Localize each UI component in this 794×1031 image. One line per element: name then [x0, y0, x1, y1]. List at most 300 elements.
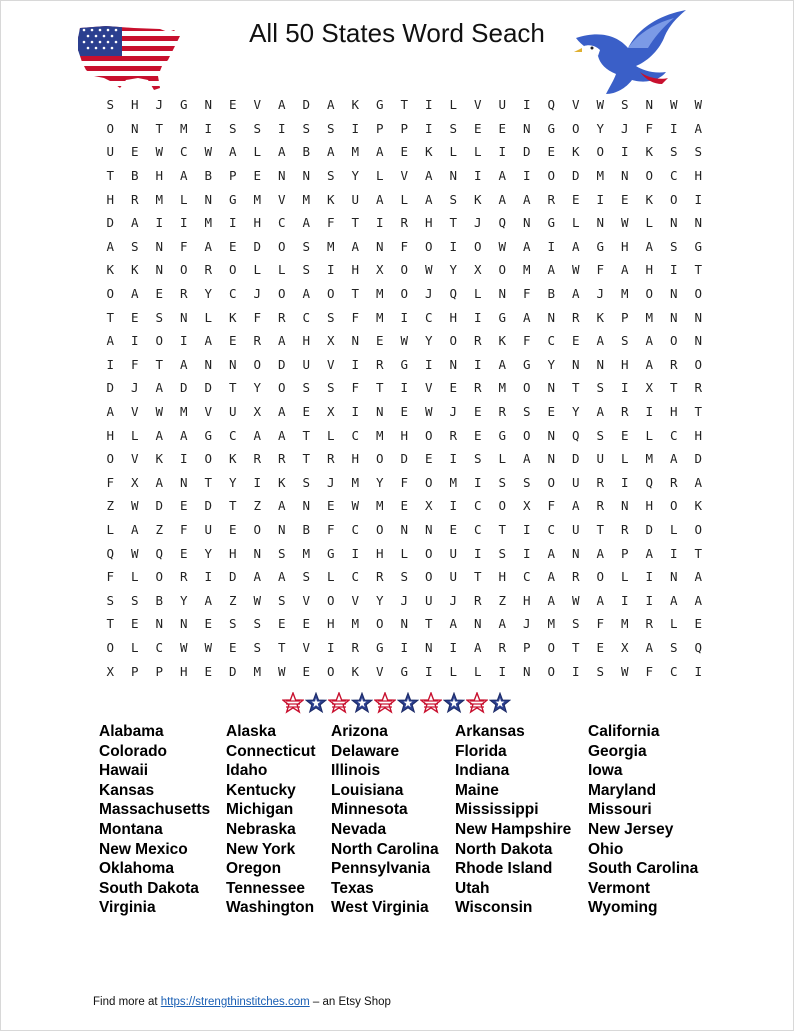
grid-letter: A — [645, 545, 654, 561]
grid-letter: U — [571, 521, 580, 537]
grid-letter: K — [473, 191, 482, 207]
grid-letter: R — [449, 427, 458, 443]
grid-letter: H — [228, 545, 237, 561]
grid-letter: S — [228, 616, 237, 632]
grid-letter: A — [277, 144, 286, 160]
grid-letter: I — [253, 474, 262, 490]
state-word: Georgia — [588, 742, 647, 760]
grid-letter: T — [473, 569, 482, 585]
grid-letter: Q — [645, 474, 654, 490]
grid-letter: R — [620, 404, 629, 420]
grid-letter: R — [498, 404, 507, 420]
grid-letter: S — [694, 144, 703, 160]
grid-letter: D — [228, 663, 237, 679]
grid-letter: L — [253, 262, 262, 278]
grid-letter: F — [179, 238, 188, 254]
grid-letter: O — [645, 286, 654, 302]
grid-letter: N — [547, 380, 556, 396]
grid-letter: E — [302, 663, 311, 679]
grid-letter: M — [375, 286, 384, 302]
word-search-grid — [98, 93, 703, 683]
grid-letter: M — [351, 144, 360, 160]
grid-letter: S — [620, 97, 629, 113]
grid-letter: U — [596, 451, 605, 467]
grid-letter: T — [106, 616, 115, 632]
grid-letter: Y — [179, 592, 188, 608]
grid-letter: N — [179, 616, 188, 632]
grid-letter: A — [106, 404, 115, 420]
grid-letter: O — [596, 569, 605, 585]
grid-letter: H — [620, 238, 629, 254]
grid-letter: C — [351, 427, 360, 443]
grid-letter: I — [424, 356, 433, 372]
grid-letter: L — [620, 451, 629, 467]
grid-letter: T — [204, 474, 213, 490]
grid-letter: H — [620, 356, 629, 372]
grid-letter: A — [326, 144, 335, 160]
grid-letter: M — [351, 474, 360, 490]
grid-letter: I — [522, 521, 531, 537]
grid-letter: E — [204, 616, 213, 632]
grid-letter: N — [277, 521, 286, 537]
grid-letter: Q — [106, 545, 115, 561]
grid-letter: B — [155, 592, 164, 608]
grid-letter: I — [351, 120, 360, 136]
grid-letter: Y — [375, 592, 384, 608]
grid-letter: C — [473, 521, 482, 537]
grid-letter: J — [473, 215, 482, 231]
grid-letter: A — [130, 215, 139, 231]
grid-letter: V — [277, 191, 286, 207]
grid-letter: Y — [424, 333, 433, 349]
grid-letter: S — [669, 144, 678, 160]
grid-letter: W — [571, 592, 580, 608]
state-word: Iowa — [588, 762, 623, 780]
grid-letter: O — [253, 356, 262, 372]
grid-letter: M — [179, 404, 188, 420]
grid-letter: L — [130, 569, 139, 585]
grid-letter: Z — [253, 498, 262, 514]
word-column — [99, 722, 210, 918]
word-column — [588, 722, 698, 918]
grid-letter: S — [130, 238, 139, 254]
footer-link[interactable]: https://strengthinstitches.com — [160, 996, 310, 1008]
grid-letter: A — [645, 639, 654, 655]
grid-letter: I — [645, 404, 654, 420]
grid-letter: E — [547, 144, 556, 160]
grid-letter: Y — [204, 286, 213, 302]
grid-letter: H — [522, 592, 531, 608]
state-word: Tennessee — [226, 879, 305, 897]
grid-letter: A — [596, 404, 605, 420]
grid-letter: W — [130, 545, 139, 561]
grid-letter: L — [400, 191, 409, 207]
grid-letter: W — [669, 97, 678, 113]
grid-letter: Y — [204, 545, 213, 561]
grid-letter: W — [277, 663, 286, 679]
grid-letter: A — [449, 616, 458, 632]
grid-letter: L — [326, 569, 335, 585]
grid-letter: V — [375, 663, 384, 679]
grid-letter: H — [669, 404, 678, 420]
grid-letter: I — [155, 215, 164, 231]
grid-letter: N — [571, 545, 580, 561]
grid-letter: N — [596, 356, 605, 372]
grid-letter: H — [645, 262, 654, 278]
grid-letter: E — [228, 639, 237, 655]
grid-letter: H — [253, 215, 262, 231]
grid-letter: O — [522, 427, 531, 443]
grid-letter: M — [302, 545, 311, 561]
grid-letter: N — [400, 616, 409, 632]
grid-letter: N — [522, 663, 531, 679]
state-word: Colorado — [99, 742, 168, 760]
grid-letter: H — [155, 168, 164, 184]
star-icon — [305, 692, 327, 714]
grid-letter: R — [694, 380, 703, 396]
grid-letter: F — [326, 215, 335, 231]
grid-letter: U — [498, 97, 507, 113]
grid-letter: N — [228, 356, 237, 372]
grid-letter: V — [400, 168, 409, 184]
grid-letter: J — [326, 474, 335, 490]
grid-letter: E — [326, 498, 335, 514]
grid-letter: X — [326, 404, 335, 420]
grid-letter: O — [645, 168, 654, 184]
grid-letter: U — [351, 191, 360, 207]
grid-letter: I — [424, 120, 433, 136]
grid-letter: V — [204, 404, 213, 420]
grid-letter: L — [571, 215, 580, 231]
grid-letter: L — [106, 521, 115, 537]
grid-letter: S — [302, 474, 311, 490]
grid-letter: E — [694, 616, 703, 632]
star-icon — [420, 692, 442, 714]
state-word: Nebraska — [226, 820, 296, 838]
grid-letter: R — [620, 521, 629, 537]
grid-letter: M — [375, 427, 384, 443]
grid-letter: I — [620, 380, 629, 396]
grid-letter: C — [277, 215, 286, 231]
grid-letter: M — [375, 498, 384, 514]
grid-letter: F — [130, 356, 139, 372]
grid-letter: V — [130, 404, 139, 420]
state-word: New Hampshire — [455, 820, 572, 838]
grid-letter: E — [473, 427, 482, 443]
grid-letter: Q — [694, 639, 703, 655]
grid-letter: N — [694, 215, 703, 231]
grid-letter: I — [204, 569, 213, 585]
grid-letter: F — [179, 521, 188, 537]
grid-letter: L — [669, 616, 678, 632]
grid-letter: L — [620, 569, 629, 585]
grid-letter: N — [204, 97, 213, 113]
grid-letter: G — [596, 238, 605, 254]
grid-letter: A — [522, 191, 531, 207]
grid-letter: W — [204, 639, 213, 655]
grid-letter: X — [645, 380, 654, 396]
grid-letter: F — [400, 474, 409, 490]
grid-letter: I — [400, 639, 409, 655]
grid-letter: A — [694, 474, 703, 490]
state-word: Idaho — [226, 762, 268, 780]
grid-letter: F — [326, 521, 335, 537]
grid-letter: M — [302, 191, 311, 207]
grid-letter: A — [277, 498, 286, 514]
grid-letter: A — [694, 592, 703, 608]
grid-letter: I — [694, 191, 703, 207]
grid-letter: W — [424, 404, 433, 420]
state-word: Rhode Island — [455, 860, 553, 878]
grid-letter: N — [375, 404, 384, 420]
grid-letter: Q — [547, 97, 556, 113]
grid-letter: L — [473, 286, 482, 302]
grid-letter: A — [620, 262, 629, 278]
grid-letter: C — [547, 521, 556, 537]
grid-letter: R — [253, 333, 262, 349]
grid-letter: A — [179, 168, 188, 184]
grid-letter: R — [375, 356, 384, 372]
grid-letter: L — [326, 427, 335, 443]
grid-letter: I — [645, 569, 654, 585]
grid-letter: S — [228, 120, 237, 136]
grid-letter: A — [547, 545, 556, 561]
state-word: Maryland — [588, 781, 657, 799]
grid-letter: M — [547, 616, 556, 632]
grid-letter: T — [669, 380, 678, 396]
state-word: Maine — [455, 781, 499, 799]
grid-letter: C — [669, 663, 678, 679]
grid-letter: I — [375, 215, 384, 231]
grid-letter: N — [669, 569, 678, 585]
grid-letter: J — [449, 592, 458, 608]
grid-letter: I — [522, 168, 531, 184]
grid-letter: I — [351, 356, 360, 372]
grid-letter: P — [620, 309, 629, 325]
grid-letter: I — [106, 356, 115, 372]
state-word: New Jersey — [588, 820, 674, 838]
state-word: Wyoming — [588, 899, 658, 917]
grid-letter: I — [277, 120, 286, 136]
grid-letter: O — [424, 545, 433, 561]
grid-letter: O — [498, 262, 507, 278]
grid-letter: L — [179, 191, 188, 207]
grid-letter: N — [424, 639, 433, 655]
grid-letter: G — [498, 309, 507, 325]
grid-letter: F — [596, 616, 605, 632]
grid-letter: E — [571, 333, 580, 349]
grid-letter: E — [400, 144, 409, 160]
grid-letter: O — [571, 120, 580, 136]
state-word: Alaska — [226, 723, 276, 740]
grid-letter: G — [400, 356, 409, 372]
grid-letter: W — [424, 262, 433, 278]
grid-letter: M — [596, 168, 605, 184]
grid-letter: F — [522, 333, 531, 349]
grid-letter: G — [498, 427, 507, 443]
grid-letter: A — [645, 238, 654, 254]
grid-letter: S — [277, 592, 286, 608]
grid-letter: A — [571, 498, 580, 514]
grid-letter: O — [155, 333, 164, 349]
grid-letter: S — [302, 380, 311, 396]
grid-letter: Y — [596, 120, 605, 136]
grid-letter: P — [400, 120, 409, 136]
grid-letter: S — [400, 569, 409, 585]
grid-letter: N — [253, 545, 262, 561]
grid-letter: O — [375, 521, 384, 537]
grid-letter: G — [547, 120, 556, 136]
state-word: Nevada — [331, 820, 387, 838]
grid-letter: A — [596, 592, 605, 608]
grid-letter: O — [669, 333, 678, 349]
grid-letter: A — [498, 616, 507, 632]
grid-letter: O — [547, 168, 556, 184]
grid-letter: I — [179, 451, 188, 467]
grid-letter: S — [106, 592, 115, 608]
grid-letter: L — [400, 545, 409, 561]
grid-letter: S — [277, 545, 286, 561]
grid-letter: A — [155, 380, 164, 396]
grid-letter: H — [498, 569, 507, 585]
grid-letter: O — [179, 262, 188, 278]
grid-letter: W — [596, 97, 605, 113]
grid-letter: I — [522, 545, 531, 561]
grid-letter: L — [375, 168, 384, 184]
grid-letter: I — [400, 380, 409, 396]
grid-letter: V — [130, 451, 139, 467]
grid-letter: B — [547, 286, 556, 302]
grid-letter: O — [400, 262, 409, 278]
grid-letter: X — [253, 404, 262, 420]
grid-letter: E — [375, 333, 384, 349]
grid-letter: T — [351, 286, 360, 302]
grid-letter: F — [645, 120, 654, 136]
grid-letter: I — [326, 262, 335, 278]
grid-letter: N — [449, 168, 458, 184]
grid-letter: G — [694, 238, 703, 254]
grid-letter: L — [669, 521, 678, 537]
grid-letter: Y — [449, 262, 458, 278]
grid-letter: W — [351, 498, 360, 514]
grid-letter: A — [179, 427, 188, 443]
grid-letter: C — [228, 286, 237, 302]
grid-letter: C — [424, 309, 433, 325]
grid-letter: O — [375, 616, 384, 632]
grid-letter: A — [130, 286, 139, 302]
state-word: Montana — [99, 820, 163, 838]
grid-letter: L — [473, 663, 482, 679]
state-word: Missouri — [588, 801, 652, 819]
grid-letter: N — [302, 498, 311, 514]
grid-letter: Y — [375, 474, 384, 490]
grid-letter: Z — [155, 521, 164, 537]
grid-letter: D — [253, 238, 262, 254]
state-word: Indiana — [455, 762, 510, 780]
state-word: Louisiana — [331, 781, 404, 799]
grid-letter: H — [449, 309, 458, 325]
grid-letter: N — [620, 498, 629, 514]
grid-letter: A — [130, 521, 139, 537]
grid-letter: I — [473, 356, 482, 372]
state-word: California — [588, 723, 660, 740]
grid-letter: T — [375, 380, 384, 396]
grid-letter: L — [449, 663, 458, 679]
grid-letter: U — [106, 144, 115, 160]
grid-letter: F — [547, 498, 556, 514]
grid-letter: A — [596, 545, 605, 561]
grid-letter: W — [155, 144, 164, 160]
grid-letter: S — [473, 451, 482, 467]
grid-letter: A — [498, 168, 507, 184]
grid-letter: B — [204, 168, 213, 184]
grid-letter: X — [326, 333, 335, 349]
grid-letter: I — [498, 144, 507, 160]
grid-letter: A — [277, 333, 286, 349]
state-word: Delaware — [331, 742, 400, 760]
grid-letter: T — [302, 427, 311, 443]
grid-letter: A — [155, 427, 164, 443]
grid-letter: N — [351, 333, 360, 349]
star-icon — [397, 692, 419, 714]
grid-letter: X — [522, 498, 531, 514]
grid-letter: J — [620, 120, 629, 136]
grid-letter: O — [155, 569, 164, 585]
grid-letter: H — [375, 545, 384, 561]
grid-letter: Y — [351, 168, 360, 184]
word-column — [331, 722, 439, 918]
grid-letter: U — [449, 569, 458, 585]
grid-letter: B — [302, 144, 311, 160]
grid-letter: N — [400, 521, 409, 537]
grid-letter: N — [204, 191, 213, 207]
grid-letter: S — [449, 191, 458, 207]
grid-letter: R — [669, 356, 678, 372]
grid-letter: O — [106, 286, 115, 302]
grid-letter: C — [351, 521, 360, 537]
state-word: North Dakota — [455, 840, 553, 858]
grid-letter: A — [571, 238, 580, 254]
grid-letter: O — [596, 144, 605, 160]
grid-letter: G — [522, 356, 531, 372]
grid-letter: S — [302, 238, 311, 254]
grid-letter: E — [155, 286, 164, 302]
grid-letter: E — [179, 545, 188, 561]
grid-letter: A — [694, 569, 703, 585]
grid-letter: T — [155, 356, 164, 372]
grid-letter: A — [571, 286, 580, 302]
star-icon — [374, 692, 396, 714]
grid-letter: N — [130, 120, 139, 136]
grid-letter: V — [424, 380, 433, 396]
grid-letter: J — [253, 286, 262, 302]
grid-letter: A — [596, 333, 605, 349]
grid-letter: O — [424, 238, 433, 254]
grid-letter: I — [424, 663, 433, 679]
grid-letter: N — [669, 309, 678, 325]
grid-letter: W — [620, 663, 629, 679]
grid-letter: K — [155, 451, 164, 467]
state-word: Mississippi — [455, 801, 539, 819]
grid-letter: O — [694, 521, 703, 537]
grid-letter: E — [400, 498, 409, 514]
grid-letter: M — [620, 286, 629, 302]
footer — [93, 996, 391, 1008]
grid-letter: O — [498, 498, 507, 514]
grid-letter: C — [228, 427, 237, 443]
grid-letter: O — [106, 451, 115, 467]
grid-letter: N — [571, 356, 580, 372]
